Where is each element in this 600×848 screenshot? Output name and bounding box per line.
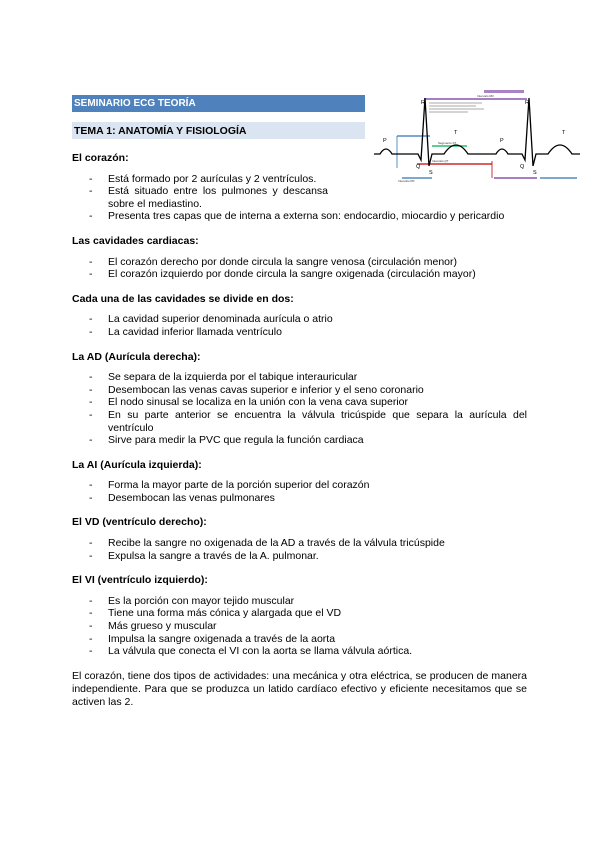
list-item: - El nodo sinusal se localiza en la unión con la vena cava superior	[72, 396, 527, 409]
interval-label: Segmento ST	[438, 141, 457, 145]
wave-label: R	[525, 100, 529, 106]
list-item: - Recibe la sangre no oxigenada de la AD a través de la válvula tricúspide	[72, 537, 527, 550]
list-item: - Se separa de la izquierda por el tabique interauricular	[72, 371, 527, 384]
bullet-list	[72, 313, 527, 338]
document-body	[72, 152, 527, 719]
interval-label: Intervalo RR	[477, 94, 494, 98]
list-item: - Desembocan las venas pulmonares	[72, 492, 527, 505]
list-item: - Sirve para medir la PVC que regula la función cardiaca	[72, 434, 527, 447]
wave-label: Q	[416, 164, 421, 170]
wave-label: P	[383, 138, 387, 144]
interval-label: Intervalo QT	[432, 159, 449, 163]
section-heading: Las cavidades cardiacas:	[72, 234, 199, 247]
rr-interval-marker	[484, 90, 524, 93]
section-heading: El corazón:	[72, 152, 129, 164]
wave-label: P	[500, 138, 504, 144]
list-item: - Está formado por 2 aurículas y 2 ventrículos.	[72, 173, 328, 186]
seminar-title-banner	[72, 95, 365, 112]
bullet-list	[72, 256, 527, 281]
list-item: - La cavidad superior denominada aurícula o atrio	[72, 313, 527, 326]
wave-label: T	[454, 130, 458, 136]
closing-paragraph: El corazón, tiene dos tipos de actividades: una mecánica y otra eléctrica, se producen de manera independiente. Para que se produzca un latido cardíaco efectivo y eficiente necesitamos que se activen las 2.	[72, 669, 527, 708]
bullet-list	[72, 479, 527, 504]
list-item: - Impulsa la sangre oxigenada a través de la aorta	[72, 633, 527, 646]
wave-label: S	[533, 170, 537, 176]
list-item: - Expulsa la sangre a través de la A. pulmonar.	[72, 550, 527, 563]
section-heading: Cada una de las cavidades se divide en dos:	[72, 292, 294, 305]
bullet-list	[72, 173, 527, 223]
wave-label: S	[429, 170, 433, 176]
list-item: - Tiene una forma más cónica y alargada que el VD	[72, 607, 527, 620]
list-item: - El corazón izquierdo por donde circula la sangre oxigenada (circulación mayor)	[72, 268, 527, 281]
section-heading: La AI (Aurícula izquierda):	[72, 458, 202, 471]
section-heading: La AD (Aurícula derecha):	[72, 350, 201, 363]
wave-label: Q	[520, 164, 525, 170]
topic-title: TEMA 1: ANATOMÍA Y FISIOLOGÍA	[74, 124, 247, 137]
interval-label: Intervalo PR	[398, 179, 415, 183]
list-item: - Presenta tres capas que de interna a externa son: endocardio, miocardio y pericardio	[72, 210, 527, 223]
list-item: - El corazón derecho por donde circula la sangre venosa (circulación menor)	[72, 256, 527, 269]
list-item: - Desembocan las venas cavas superior e inferior y el seno coronario	[72, 384, 527, 397]
list-item: - Está situado entre los pulmones y descansa sobre el mediastino.	[72, 185, 328, 210]
wave-label: T	[562, 130, 566, 136]
topic-title-banner	[72, 122, 365, 139]
list-item: - Es la porción con mayor tejido muscular	[72, 595, 527, 608]
section-heading: El VI (ventrículo izquierdo):	[72, 574, 208, 587]
list-item: - Forma la mayor parte de la porción superior del corazón	[72, 479, 527, 492]
list-item: - En su parte anterior se encuentra la válvula tricúspide que separa la aurícula del ventrículo	[72, 409, 527, 434]
bullet-list	[72, 371, 527, 447]
section-heading: El VD (ventrículo derecho):	[72, 516, 207, 529]
bullet-list	[72, 595, 527, 658]
seminar-title: SEMINARIO ECG TEORÍA	[74, 98, 196, 109]
list-item: - Más grueso y muscular	[72, 620, 527, 633]
wave-label: R	[421, 100, 425, 106]
list-item: - La cavidad inferior llamada ventrículo	[72, 326, 527, 339]
ecg-legend-lines	[429, 103, 484, 112]
list-item: - La válvula que conecta el VI con la aorta se llama válvula aórtica.	[72, 645, 527, 658]
bullet-list	[72, 537, 527, 562]
